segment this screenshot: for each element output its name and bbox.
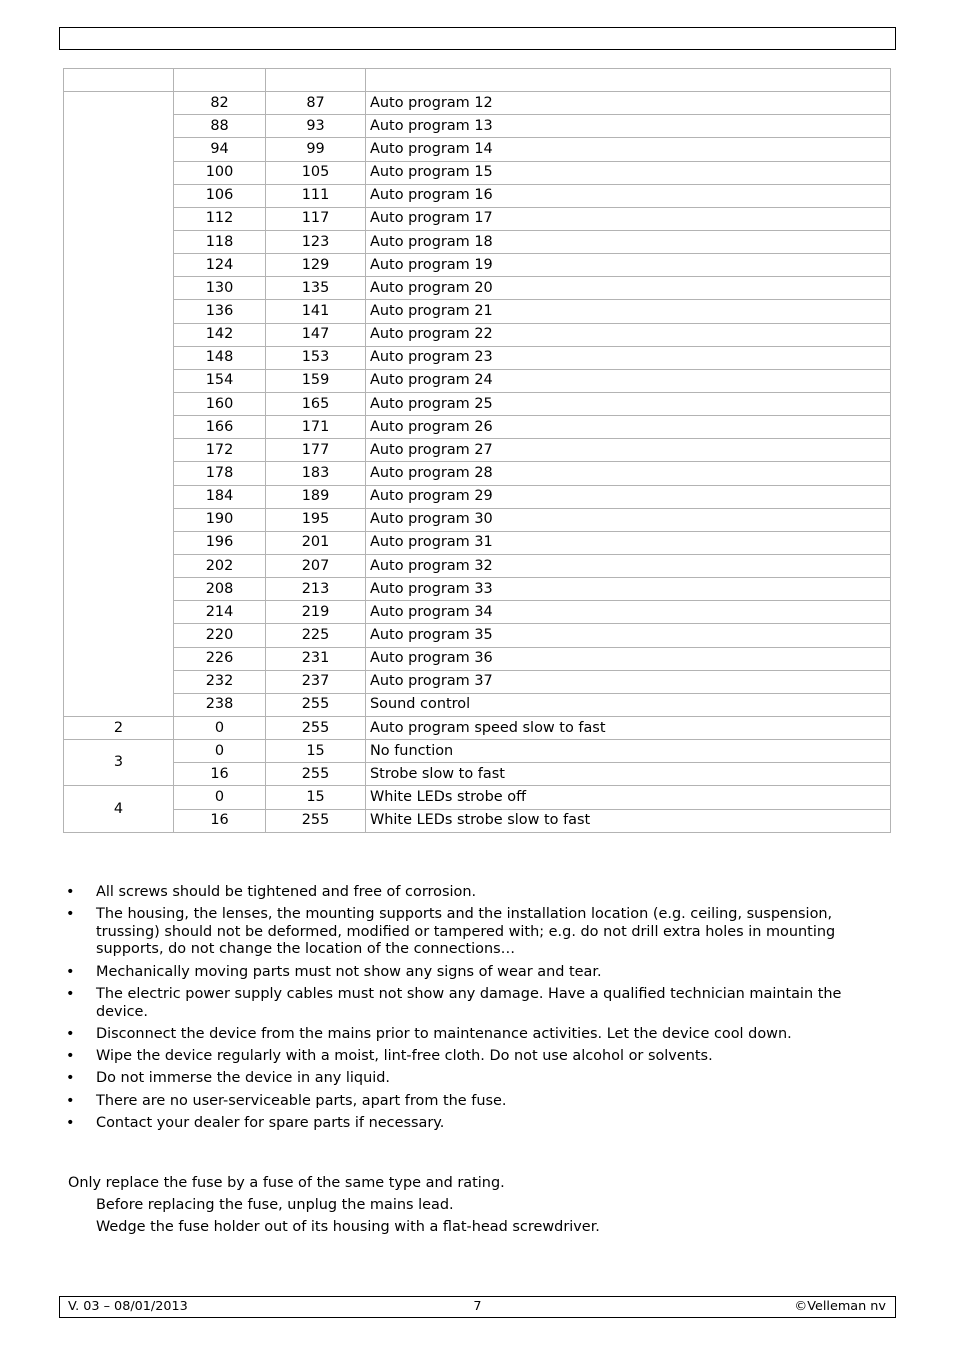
function-cell: Auto program 15 <box>366 161 891 184</box>
from-value-cell: 142 <box>174 323 266 346</box>
list-item: • There are no user-serviceable parts, apart from the fuse. <box>96 1093 861 1111</box>
channel-cell: 2 <box>64 716 174 739</box>
function-cell: Auto program 29 <box>366 485 891 508</box>
function-cell: No function <box>366 740 891 763</box>
to-value-cell: 255 <box>266 763 366 786</box>
channel-cell <box>64 92 174 717</box>
header-cell-from <box>174 69 266 92</box>
from-value-cell: 0 <box>174 786 266 809</box>
table-row <box>64 392 891 415</box>
from-value-cell: 172 <box>174 439 266 462</box>
from-value-cell: 190 <box>174 508 266 531</box>
table-row <box>64 92 891 115</box>
table-row <box>64 786 891 809</box>
table-row <box>64 693 891 716</box>
table-row <box>64 277 891 300</box>
to-value-cell: 15 <box>266 786 366 809</box>
from-value-cell: 184 <box>174 485 266 508</box>
table-row <box>64 670 891 693</box>
channel-cell: 3 <box>64 740 174 786</box>
to-value-cell: 105 <box>266 161 366 184</box>
list-item: • Disconnect the device from the mains prior to maintenance activities. Let the device cool down. <box>96 1026 861 1044</box>
dmx-channel-table <box>63 68 891 833</box>
to-value-cell: 15 <box>266 740 366 763</box>
function-cell: Auto program 12 <box>366 92 891 115</box>
table-row <box>64 485 891 508</box>
to-value-cell: 231 <box>266 647 366 670</box>
from-value-cell: 166 <box>174 416 266 439</box>
to-value-cell: 129 <box>266 254 366 277</box>
from-value-cell: 202 <box>174 554 266 577</box>
function-cell: Auto program 31 <box>366 531 891 554</box>
function-cell: Auto program 37 <box>366 670 891 693</box>
list-item: • The housing, the lenses, the mounting supports and the installation location (e.g. ceiling, suspension, trussing) should not be deformed, modified or tampered with; e.g. do not drill extra holes in mounting supports, do not change the location of the connections… <box>96 906 861 959</box>
to-value-cell: 111 <box>266 184 366 207</box>
to-value-cell: 255 <box>266 693 366 716</box>
maintenance-list <box>96 884 861 1137</box>
table-row <box>64 115 891 138</box>
table-row <box>64 300 891 323</box>
from-value-cell: 214 <box>174 601 266 624</box>
list-item: • Do not immerse the device in any liquid. <box>96 1070 861 1088</box>
from-value-cell: 238 <box>174 693 266 716</box>
table-header-row <box>64 69 891 92</box>
table-row <box>64 138 891 161</box>
table-row <box>64 578 891 601</box>
function-cell: Auto program 23 <box>366 346 891 369</box>
function-cell: Auto program 17 <box>366 207 891 230</box>
from-value-cell: 226 <box>174 647 266 670</box>
table-row <box>64 531 891 554</box>
from-value-cell: 220 <box>174 624 266 647</box>
from-value-cell: 118 <box>174 230 266 253</box>
function-cell: Auto program 24 <box>366 369 891 392</box>
function-cell: White LEDs strobe slow to fast <box>366 809 891 832</box>
fuse-step: Wedge the fuse holder out of its housing with a flat-head screwdriver. <box>96 1218 600 1235</box>
page-footer <box>59 1296 896 1318</box>
table-row <box>64 624 891 647</box>
function-cell: Strobe slow to fast <box>366 763 891 786</box>
to-value-cell: 135 <box>266 277 366 300</box>
from-value-cell: 100 <box>174 161 266 184</box>
function-cell: Auto program 25 <box>366 392 891 415</box>
from-value-cell: 130 <box>174 277 266 300</box>
function-cell: Auto program 33 <box>366 578 891 601</box>
function-cell: Auto program 14 <box>366 138 891 161</box>
page-number: 7 <box>473 1299 482 1314</box>
to-value-cell: 213 <box>266 578 366 601</box>
table-row <box>64 647 891 670</box>
to-value-cell: 219 <box>266 601 366 624</box>
to-value-cell: 225 <box>266 624 366 647</box>
from-value-cell: 136 <box>174 300 266 323</box>
function-cell: Auto program speed slow to fast <box>366 716 891 739</box>
function-cell: Auto program 20 <box>366 277 891 300</box>
to-value-cell: 201 <box>266 531 366 554</box>
dmx-table-body <box>64 69 891 833</box>
to-value-cell: 207 <box>266 554 366 577</box>
list-item: • Wipe the device regularly with a moist, lint-free cloth. Do not use alcohol or solvents. <box>96 1048 861 1066</box>
page-header-box <box>59 27 896 50</box>
from-value-cell: 148 <box>174 346 266 369</box>
to-value-cell: 153 <box>266 346 366 369</box>
from-value-cell: 124 <box>174 254 266 277</box>
from-value-cell: 196 <box>174 531 266 554</box>
function-cell: Auto program 18 <box>366 230 891 253</box>
to-value-cell: 255 <box>266 809 366 832</box>
to-value-cell: 141 <box>266 300 366 323</box>
header-cell-function <box>366 69 891 92</box>
list-item: • Contact your dealer for spare parts if necessary. <box>96 1115 861 1133</box>
table-row <box>64 161 891 184</box>
from-value-cell: 154 <box>174 369 266 392</box>
function-cell: Auto program 32 <box>366 554 891 577</box>
function-cell: Auto program 21 <box>366 300 891 323</box>
table-row <box>64 439 891 462</box>
header-cell-to <box>266 69 366 92</box>
table-row <box>64 207 891 230</box>
from-value-cell: 94 <box>174 138 266 161</box>
function-cell: Auto program 28 <box>366 462 891 485</box>
list-item: • Mechanically moving parts must not show any signs of wear and tear. <box>96 964 861 982</box>
to-value-cell: 99 <box>266 138 366 161</box>
to-value-cell: 147 <box>266 323 366 346</box>
table-row <box>64 601 891 624</box>
function-cell: Auto program 35 <box>366 624 891 647</box>
table-row <box>64 323 891 346</box>
table-row <box>64 809 891 832</box>
list-item: • All screws should be tightened and free of corrosion. <box>96 884 861 902</box>
fuse-instructions <box>68 1175 888 1241</box>
to-value-cell: 117 <box>266 207 366 230</box>
from-value-cell: 112 <box>174 207 266 230</box>
function-cell: Auto program 36 <box>366 647 891 670</box>
table-row <box>64 740 891 763</box>
table-row <box>64 184 891 207</box>
function-cell: Auto program 26 <box>366 416 891 439</box>
version-date: V. 03 – 08/01/2013 <box>68 1299 188 1314</box>
from-value-cell: 232 <box>174 670 266 693</box>
to-value-cell: 195 <box>266 508 366 531</box>
copyright: ©Velleman nv <box>794 1299 886 1314</box>
to-value-cell: 237 <box>266 670 366 693</box>
table-row <box>64 416 891 439</box>
fuse-intro: Only replace the fuse by a fuse of the same type and rating. <box>68 1175 505 1191</box>
function-cell: Auto program 19 <box>366 254 891 277</box>
header-cell-channel <box>64 69 174 92</box>
table-row <box>64 369 891 392</box>
function-cell: Auto program 30 <box>366 508 891 531</box>
from-value-cell: 0 <box>174 740 266 763</box>
to-value-cell: 123 <box>266 230 366 253</box>
function-cell: White LEDs strobe off <box>366 786 891 809</box>
from-value-cell: 0 <box>174 716 266 739</box>
function-cell: Auto program 34 <box>366 601 891 624</box>
function-cell: Auto program 22 <box>366 323 891 346</box>
to-value-cell: 165 <box>266 392 366 415</box>
to-value-cell: 171 <box>266 416 366 439</box>
table-row <box>64 508 891 531</box>
from-value-cell: 16 <box>174 809 266 832</box>
table-row <box>64 716 891 739</box>
channel-cell: 4 <box>64 786 174 832</box>
from-value-cell: 106 <box>174 184 266 207</box>
function-cell: Sound control <box>366 693 891 716</box>
to-value-cell: 177 <box>266 439 366 462</box>
from-value-cell: 178 <box>174 462 266 485</box>
from-value-cell: 16 <box>174 763 266 786</box>
to-value-cell: 159 <box>266 369 366 392</box>
from-value-cell: 208 <box>174 578 266 601</box>
table-row <box>64 763 891 786</box>
table-row <box>64 230 891 253</box>
function-cell: Auto program 16 <box>366 184 891 207</box>
fuse-step: Before replacing the fuse, unplug the mains lead. <box>96 1196 454 1213</box>
to-value-cell: 183 <box>266 462 366 485</box>
table-row <box>64 462 891 485</box>
from-value-cell: 82 <box>174 92 266 115</box>
to-value-cell: 87 <box>266 92 366 115</box>
function-cell: Auto program 13 <box>366 115 891 138</box>
table-row <box>64 554 891 577</box>
function-cell: Auto program 27 <box>366 439 891 462</box>
from-value-cell: 160 <box>174 392 266 415</box>
table-row <box>64 346 891 369</box>
list-item: • The electric power supply cables must not show any damage. Have a qualified technician maintain the device. <box>96 986 861 1021</box>
to-value-cell: 255 <box>266 716 366 739</box>
to-value-cell: 189 <box>266 485 366 508</box>
to-value-cell: 93 <box>266 115 366 138</box>
table-row <box>64 254 891 277</box>
from-value-cell: 88 <box>174 115 266 138</box>
